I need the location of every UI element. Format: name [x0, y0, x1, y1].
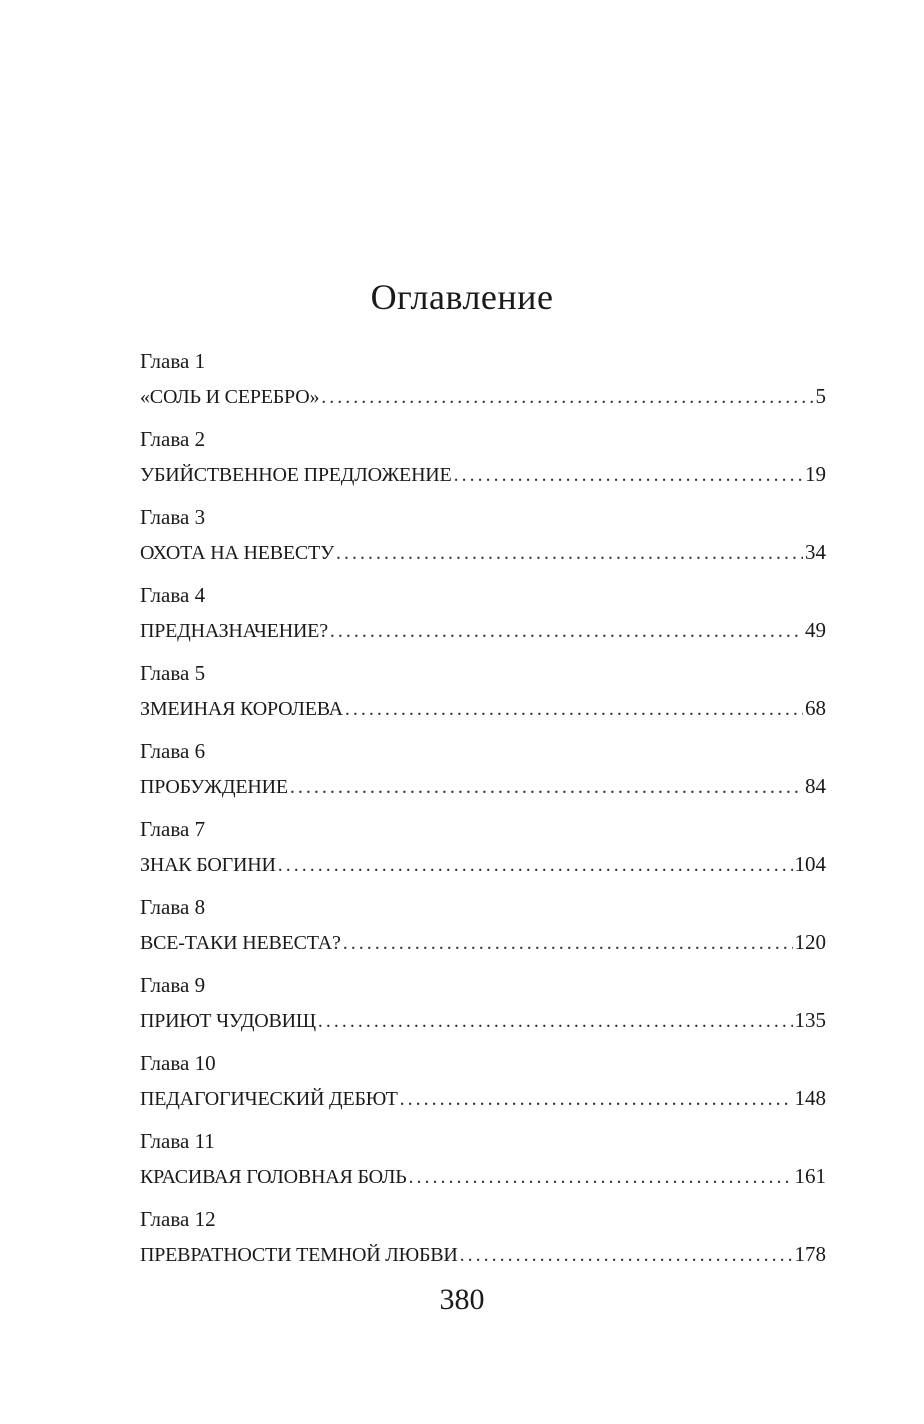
page-title: Оглавление	[370, 277, 554, 317]
page-folio-number: 380	[439, 1283, 485, 1316]
chapter-title: ОХОТА НА НЕВЕСТУ	[140, 542, 335, 564]
page-number: 68	[805, 696, 826, 720]
chapter-label: Глава 1	[140, 349, 206, 373]
dot-leader	[409, 1162, 793, 1192]
chapter-title: ЗМЕИНАЯ КОРОЛЕВА	[140, 698, 343, 720]
page-number: 148	[794, 1086, 826, 1110]
chapter-label: Глава 7	[140, 817, 206, 841]
chapter-label: Глава 12	[140, 1207, 216, 1231]
toc-entry-4	[140, 580, 826, 658]
dot-leader	[460, 1240, 793, 1270]
chapter-line	[140, 1005, 826, 1036]
chapter-title: КРАСИВАЯ ГОЛОВНАЯ БОЛЬ	[140, 1166, 407, 1188]
page-number: 161	[794, 1164, 826, 1188]
page-number: 178	[794, 1242, 826, 1266]
chapter-line	[140, 1239, 826, 1270]
chapter-line	[140, 381, 826, 412]
page-number: 5	[815, 384, 826, 408]
dot-leader	[318, 1006, 793, 1036]
chapter-line	[140, 693, 826, 724]
chapter-label: Глава 10	[140, 1051, 216, 1075]
toc-entry-3	[140, 502, 826, 580]
page-number: 104	[794, 852, 826, 876]
chapter-title: ПЕДАГОГИЧЕСКИЙ ДЕБЮТ	[140, 1088, 398, 1110]
chapter-title: ПРИЮТ ЧУДОВИЩ	[140, 1010, 316, 1032]
page-number: 49	[805, 618, 826, 642]
chapter-line	[140, 1083, 826, 1114]
dot-leader	[454, 460, 803, 490]
table-of-contents	[140, 346, 826, 1282]
chapter-label: Глава 5	[140, 661, 206, 685]
toc-entry-1	[140, 346, 826, 424]
toc-entry-12	[140, 1204, 826, 1282]
toc-entry-11	[140, 1126, 826, 1204]
dot-leader	[330, 616, 803, 646]
page-number: 120	[794, 930, 826, 954]
chapter-line	[140, 459, 826, 490]
dot-leader	[290, 772, 803, 802]
chapter-title: «СОЛЬ И СЕРЕБРО»	[140, 386, 320, 408]
page-number: 84	[805, 774, 826, 798]
chapter-label: Глава 3	[140, 505, 206, 529]
toc-entry-8	[140, 892, 826, 970]
toc-entry-10	[140, 1048, 826, 1126]
chapter-title: ПРЕВРАТНОСТИ ТЕМНОЙ ЛЮБВИ	[140, 1244, 458, 1266]
toc-entry-7	[140, 814, 826, 892]
chapter-title: УБИЙСТВЕННОЕ ПРЕДЛОЖЕНИЕ	[140, 464, 452, 486]
chapter-title: ПРЕДНАЗНАЧЕНИЕ?	[140, 620, 328, 642]
chapter-title: ПРОБУЖДЕНИЕ	[140, 776, 288, 798]
page-number: 19	[805, 462, 826, 486]
chapter-title: ЗНАК БОГИНИ	[140, 854, 276, 876]
toc-entry-2	[140, 424, 826, 502]
chapter-line	[140, 849, 826, 880]
dot-leader	[343, 928, 793, 958]
chapter-line	[140, 927, 826, 958]
dot-leader	[336, 538, 803, 568]
toc-entry-6	[140, 736, 826, 814]
chapter-label: Глава 4	[140, 583, 206, 607]
chapter-line	[140, 615, 826, 646]
dot-leader	[278, 850, 793, 880]
chapter-label: Глава 11	[140, 1129, 215, 1153]
chapter-label: Глава 6	[140, 739, 206, 763]
page-number: 135	[794, 1008, 826, 1032]
chapter-line	[140, 771, 826, 802]
chapter-title: ВСЕ-ТАКИ НЕВЕСТА?	[140, 932, 341, 954]
toc-entry-5	[140, 658, 826, 736]
page-number: 34	[805, 540, 826, 564]
chapter-line	[140, 537, 826, 568]
toc-entry-9	[140, 970, 826, 1048]
chapter-label: Глава 2	[140, 427, 206, 451]
chapter-label: Глава 9	[140, 973, 206, 997]
dot-leader	[400, 1084, 793, 1114]
chapter-line	[140, 1161, 826, 1192]
chapter-label: Глава 8	[140, 895, 206, 919]
dot-leader	[345, 694, 803, 724]
dot-leader	[321, 382, 813, 412]
